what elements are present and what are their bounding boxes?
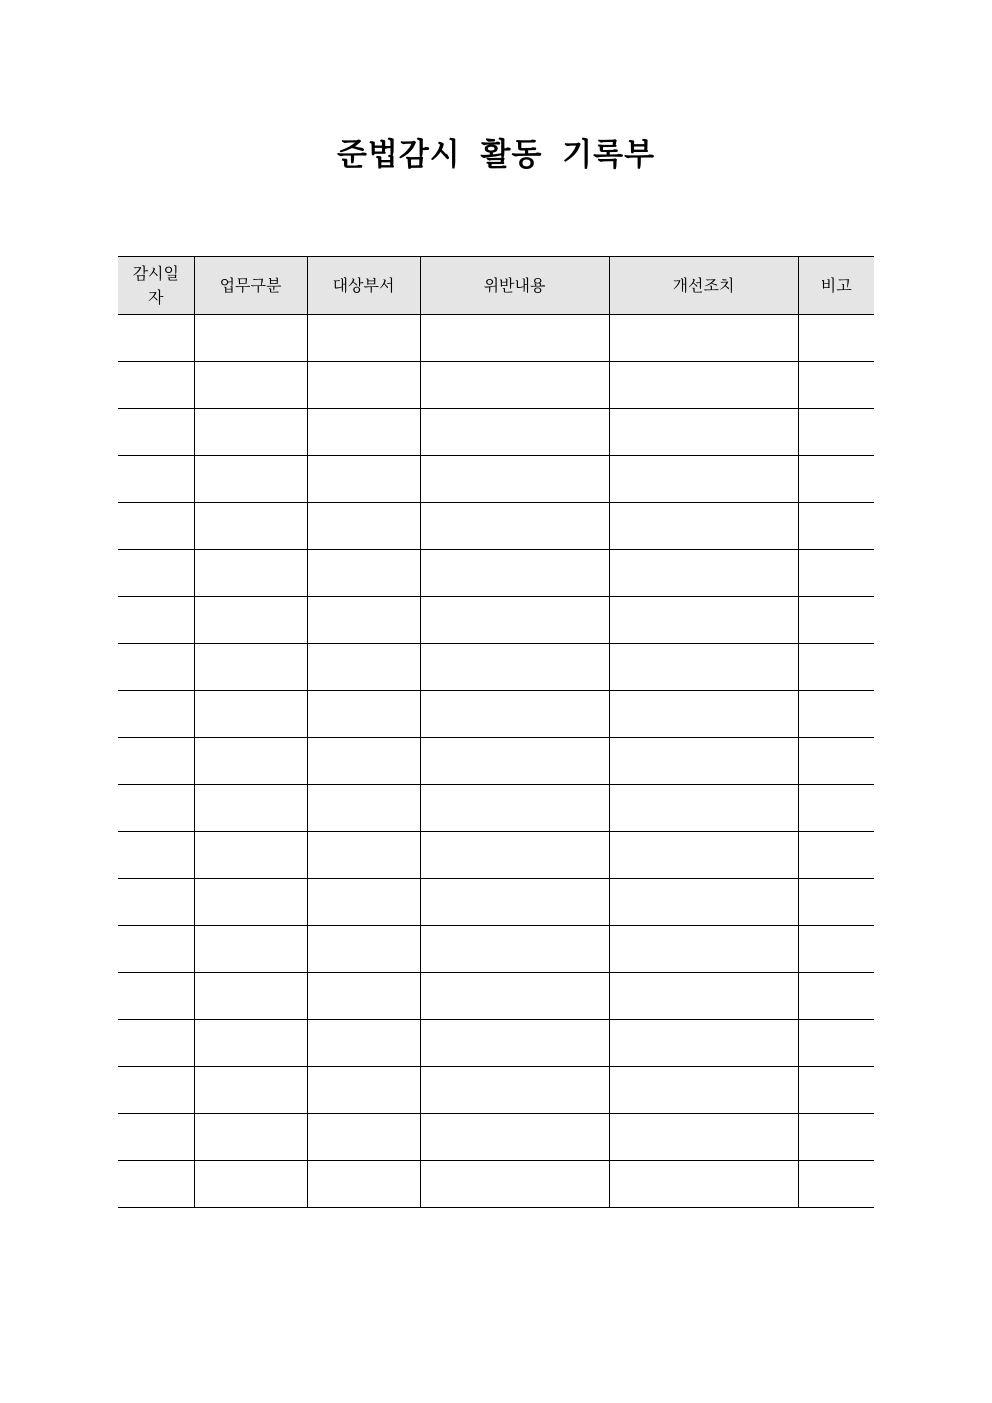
table-cell[interactable] [194,362,307,409]
table-cell[interactable] [609,691,798,738]
table-row [118,973,874,1020]
table-cell[interactable] [420,409,609,456]
header-corrective-action: 개선조치 [609,257,798,315]
table-cell[interactable] [798,973,874,1020]
table-cell[interactable] [609,503,798,550]
table-cell[interactable] [420,879,609,926]
table-cell[interactable] [118,597,194,644]
table-cell[interactable] [194,691,307,738]
table-cell[interactable] [194,1161,307,1208]
table-row [118,409,874,456]
table-cell[interactable] [798,832,874,879]
table-cell[interactable] [118,1161,194,1208]
table-cell[interactable] [194,315,307,362]
table-cell[interactable] [609,973,798,1020]
table-cell[interactable] [118,738,194,785]
table-row [118,315,874,362]
table-cell[interactable] [194,973,307,1020]
table-cell[interactable] [307,1020,420,1067]
table-cell[interactable] [307,879,420,926]
header-row [118,257,874,315]
table-row [118,1114,874,1161]
header-remarks: 비고 [798,257,874,315]
table-row [118,691,874,738]
table-cell[interactable] [307,362,420,409]
table-cell[interactable] [420,456,609,503]
table-cell[interactable] [118,832,194,879]
table-row [118,1020,874,1067]
table-cell[interactable] [798,597,874,644]
header-target-department: 대상부서 [307,257,420,315]
table-cell[interactable] [307,597,420,644]
table-cell[interactable] [118,691,194,738]
table-cell[interactable] [118,1067,194,1114]
table-cell[interactable] [609,315,798,362]
table-cell[interactable] [798,456,874,503]
table-cell[interactable] [420,1114,609,1161]
table-cell[interactable] [609,926,798,973]
table-cell[interactable] [420,503,609,550]
table-row [118,1067,874,1114]
table-cell[interactable] [420,1161,609,1208]
table-row [118,503,874,550]
table-cell[interactable] [307,973,420,1020]
table-cell[interactable] [798,409,874,456]
table-cell[interactable] [798,879,874,926]
table-cell[interactable] [194,644,307,691]
table-cell[interactable] [307,1114,420,1161]
table-row [118,738,874,785]
table-cell[interactable] [420,1067,609,1114]
table-cell[interactable] [420,362,609,409]
table-cell[interactable] [194,550,307,597]
table-cell[interactable] [798,926,874,973]
table-cell[interactable] [307,503,420,550]
table-cell[interactable] [194,738,307,785]
table-cell[interactable] [307,644,420,691]
table-row [118,879,874,926]
table-cell[interactable] [798,738,874,785]
table-cell[interactable] [118,315,194,362]
header-business-category: 업무구분 [194,257,307,315]
table-cell[interactable] [118,550,194,597]
table-cell[interactable] [194,1067,307,1114]
document-title: 준법감시 활동 기록부 [336,137,656,173]
table-cell[interactable] [307,409,420,456]
table-cell[interactable] [420,1020,609,1067]
table-cell[interactable] [118,973,194,1020]
table-cell[interactable] [609,1114,798,1161]
table-cell[interactable] [307,315,420,362]
table-cell[interactable] [609,409,798,456]
table-cell[interactable] [609,644,798,691]
table-cell[interactable] [118,879,194,926]
table-row [118,456,874,503]
table-row [118,926,874,973]
table-cell[interactable] [420,315,609,362]
table-cell[interactable] [307,785,420,832]
table-cell[interactable] [118,456,194,503]
table-cell[interactable] [194,785,307,832]
table-cell[interactable] [609,597,798,644]
table-cell[interactable] [798,362,874,409]
table-cell[interactable] [118,503,194,550]
table-cell[interactable] [609,362,798,409]
table-cell[interactable] [420,691,609,738]
table-row [118,644,874,691]
table-row [118,597,874,644]
table-row [118,1161,874,1208]
table-cell[interactable] [798,1161,874,1208]
header-monitoring-date: 감시일자 [118,257,194,315]
table-cell[interactable] [194,1020,307,1067]
header-violation-details: 위반내용 [420,257,609,315]
table-cell[interactable] [194,503,307,550]
table-cell[interactable] [118,1114,194,1161]
table-cell[interactable] [118,644,194,691]
table-cell[interactable] [420,832,609,879]
table-cell[interactable] [118,926,194,973]
table-cell[interactable] [194,1114,307,1161]
table-cell[interactable] [307,550,420,597]
table-cell[interactable] [609,832,798,879]
table-cell[interactable] [420,926,609,973]
table-cell[interactable] [798,1114,874,1161]
table-cell[interactable] [420,550,609,597]
table-cell[interactable] [609,1067,798,1114]
table-cell[interactable] [307,1067,420,1114]
table-cell[interactable] [118,362,194,409]
table-cell[interactable] [194,832,307,879]
table-cell[interactable] [609,785,798,832]
table-cell[interactable] [609,879,798,926]
table-cell[interactable] [307,691,420,738]
table-cell[interactable] [118,785,194,832]
table-cell[interactable] [609,1020,798,1067]
table-row [118,785,874,832]
table-cell[interactable] [798,503,874,550]
table-cell[interactable] [194,879,307,926]
table-cell[interactable] [194,597,307,644]
table-body [118,315,874,1208]
table-row [118,832,874,879]
table-cell[interactable] [420,597,609,644]
table-cell[interactable] [609,738,798,785]
table-cell[interactable] [798,1020,874,1067]
activity-log-table [118,256,874,1208]
table-cell[interactable] [609,1161,798,1208]
table-cell[interactable] [307,456,420,503]
table-cell[interactable] [118,409,194,456]
table-cell[interactable] [420,644,609,691]
table-cell[interactable] [798,1067,874,1114]
table-cell[interactable] [420,973,609,1020]
table-cell[interactable] [194,456,307,503]
table-cell[interactable] [307,832,420,879]
table-cell[interactable] [420,738,609,785]
table-cell[interactable] [609,456,798,503]
table-cell[interactable] [307,1161,420,1208]
table-cell[interactable] [194,926,307,973]
table-cell[interactable] [798,644,874,691]
table-cell[interactable] [798,691,874,738]
table-cell[interactable] [307,738,420,785]
table-cell[interactable] [798,785,874,832]
table-cell[interactable] [798,315,874,362]
table-cell[interactable] [609,550,798,597]
table-cell[interactable] [118,1020,194,1067]
table-row [118,362,874,409]
table-row [118,550,874,597]
table-cell[interactable] [307,926,420,973]
table-cell[interactable] [194,409,307,456]
table-cell[interactable] [798,550,874,597]
table-cell[interactable] [420,785,609,832]
